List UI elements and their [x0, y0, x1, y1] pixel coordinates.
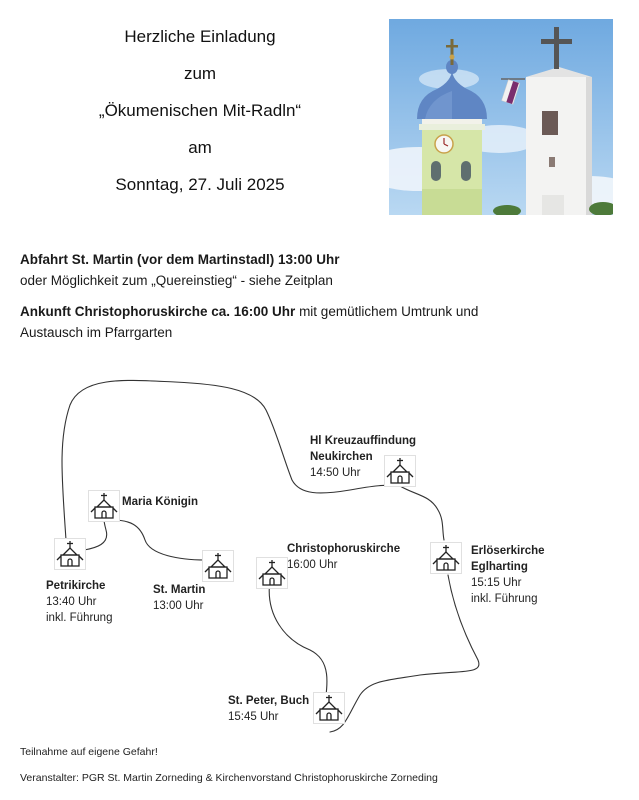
st-peter-name: St. Peter, Buch: [228, 695, 310, 707]
title-line-4: am: [188, 138, 212, 157]
eglharting-name-1: Erlöserkirche: [471, 545, 545, 557]
church-icon-st-peter: [313, 692, 345, 724]
arrival-info: [20, 301, 620, 343]
petrikirche-name: Petrikirche: [46, 580, 106, 592]
eglharting-note: inkl. Führung: [471, 593, 538, 605]
label-maria-koenigin: [122, 494, 198, 510]
petrikirche-time: 13:40 Uhr: [46, 596, 97, 608]
st-martin-time: 13:00 Uhr: [153, 600, 204, 612]
title-line-1: Herzliche Einladung: [124, 27, 276, 46]
label-christophoruskirche: [287, 541, 400, 573]
label-st-peter: [228, 693, 309, 725]
christophoruskirche-name: Christophoruskirche: [287, 543, 401, 555]
departure-normal: oder Möglichkeit zum „Quereinstieg“ - siehe Zeitplan: [20, 273, 333, 288]
route-map: [0, 360, 639, 760]
departure-info: [20, 249, 620, 291]
church-icon-christophoruskirche: [256, 557, 288, 589]
label-neukirchen: [310, 433, 416, 481]
neukirchen-time: 14:50 Uhr: [310, 467, 361, 479]
footer-disclaimer: Teilnahme auf eigene Gefahr!: [20, 746, 158, 758]
church-icon-eglharting: [430, 542, 462, 574]
label-st-martin: [153, 582, 205, 614]
footer-organizer: Veranstalter: PGR St. Martin Zorneding & Kirchenvorstand Christophoruskirche Zorneding: [20, 772, 438, 784]
neukirchen-name-1: Hl Kreuzauffindung: [310, 435, 417, 447]
neukirchen-name-2: Neukirchen: [310, 451, 373, 463]
church-icon-petrikirche: [54, 538, 86, 570]
petrikirche-note: inkl. Führung: [46, 612, 113, 624]
eglharting-name-2: Eglharting: [471, 561, 528, 573]
arrival-bold: Ankunft Christophoruskirche ca. 16:00 Uhr: [20, 304, 296, 319]
eglharting-time: 15:15 Uhr: [471, 577, 522, 589]
st-peter-time: 15:45 Uhr: [228, 711, 279, 723]
christophoruskirche-time: 16:00 Uhr: [287, 559, 338, 571]
arrival-normal-1: mit gemütlichem Umtrunk und: [295, 304, 479, 319]
label-petrikirche: [46, 578, 112, 626]
church-icon-st-martin: [202, 550, 234, 582]
invitation-title: [60, 18, 340, 203]
title-line-5: Sonntag, 27. Juli 2025: [115, 175, 285, 194]
st-martin-name: St. Martin: [153, 584, 206, 596]
church-icon-maria-koenigin: [88, 490, 120, 522]
label-eglharting: [471, 543, 545, 607]
maria-koenigin-name: Maria Königin: [122, 496, 199, 508]
church-towers-photo: [389, 19, 613, 215]
title-line-2: zum: [183, 64, 217, 83]
arrival-normal-2: Austausch im Pfarrgarten: [20, 325, 173, 340]
departure-bold: Abfahrt St. Martin (vor dem Martinstadl) 13:00 Uhr: [20, 252, 340, 267]
title-line-3: „Ökumenischen Mit-Radln“: [98, 101, 302, 120]
